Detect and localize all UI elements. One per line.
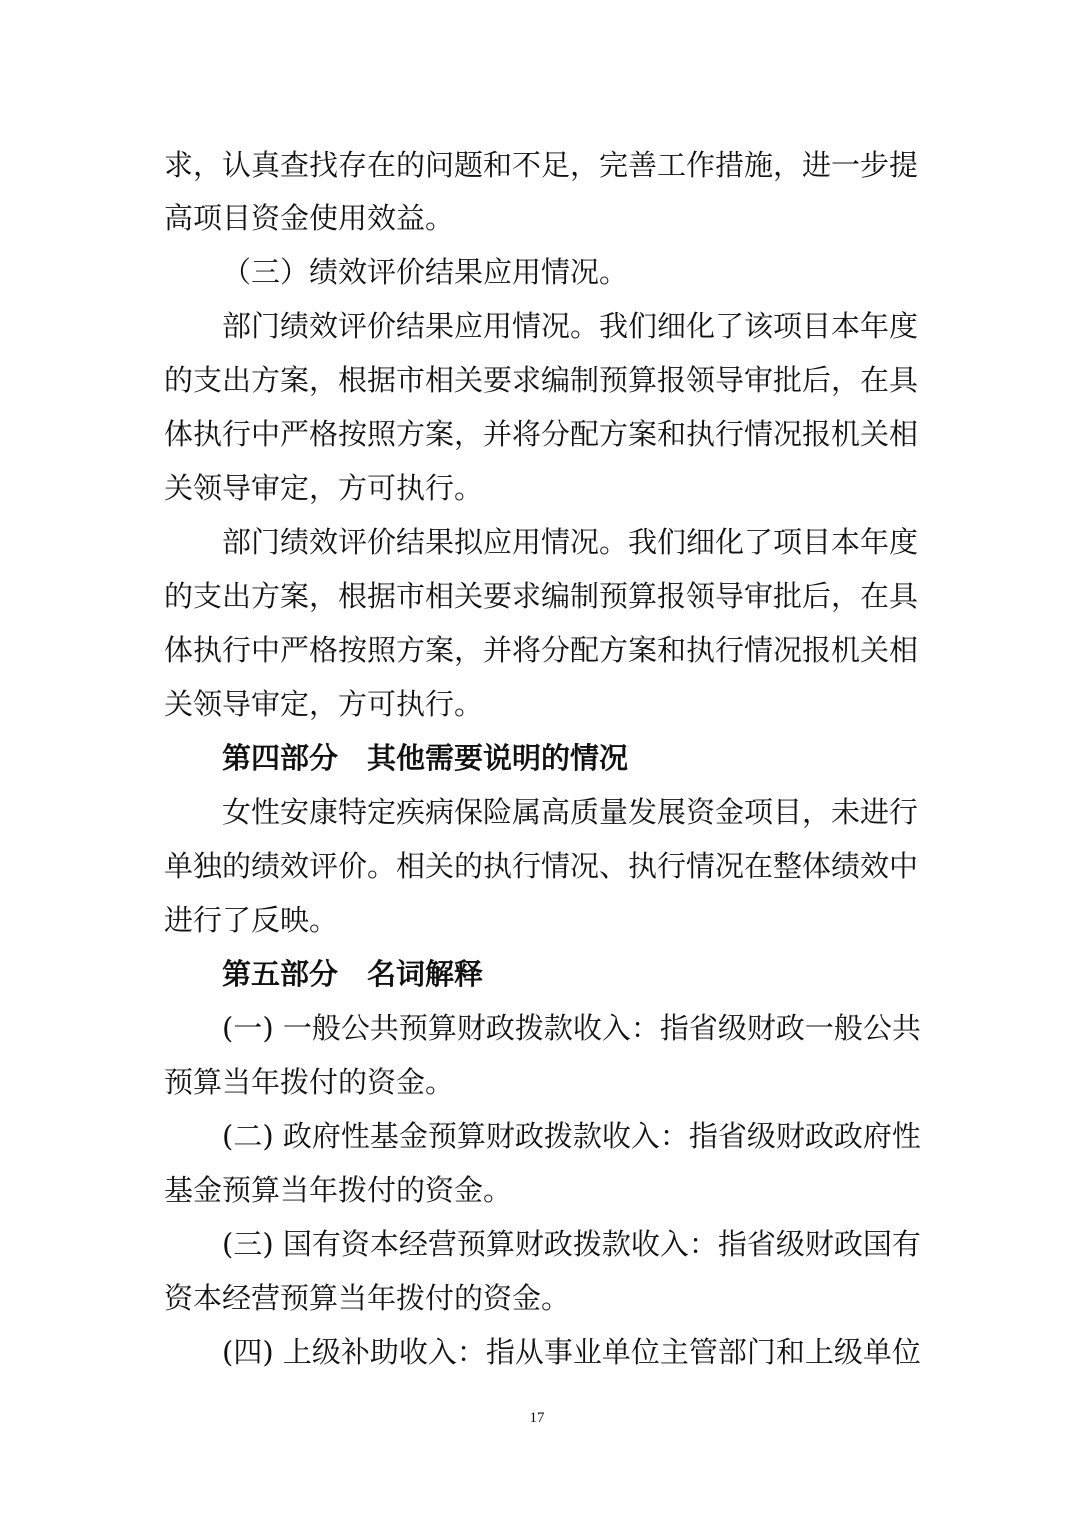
- part-four-heading: 第四部分 其他需要说明的情况: [222, 741, 629, 775]
- text-line: 体执行中严格按照方案，并将分配方案和执行情况报机关相: [164, 633, 919, 667]
- text-line: 的支出方案，根据市相关要求编制预算报领导审批后，在具: [164, 363, 919, 397]
- text-line: 部门绩效评价结果应用情况。我们细化了该项目本年度: [222, 309, 919, 343]
- part-five-heading: 第五部分 名词解释: [222, 957, 484, 991]
- text-line: 的支出方案，根据市相关要求编制预算报领导审批后，在具: [164, 579, 919, 613]
- text-line: 进行了反映。: [164, 903, 339, 937]
- page-number: 17: [529, 1410, 545, 1426]
- term-definition-line: 资本经营预算当年拨付的资金。: [164, 1281, 571, 1315]
- text-line: 高项目资金使用效益。: [164, 201, 455, 235]
- term-definition-line: (二) 政府性基金预算财政拨款收入：指省级财政政府性: [222, 1119, 921, 1153]
- term-definition-line: (三) 国有资本经营预算财政拨款收入：指省级财政国有: [222, 1227, 921, 1261]
- text-line: 部门绩效评价结果拟应用情况。我们细化了项目本年度: [222, 525, 919, 559]
- section-subheading: （三）绩效评价结果应用情况。: [222, 255, 629, 289]
- text-line: 求，认真查找存在的问题和不足，完善工作措施，进一步提: [164, 148, 919, 182]
- text-line: 女性安康特定疾病保险属高质量发展资金项目，未进行: [222, 795, 919, 829]
- text-line: 体执行中严格按照方案，并将分配方案和执行情况报机关相: [164, 417, 919, 451]
- text-line: 关领导审定，方可执行。: [164, 687, 484, 721]
- text-line: 单独的绩效评价。相关的执行情况、执行情况在整体绩效中: [164, 849, 919, 883]
- term-definition-line: (一) 一般公共预算财政拨款收入：指省级财政一般公共: [222, 1011, 921, 1045]
- text-line: 关领导审定，方可执行。: [164, 471, 484, 505]
- term-definition-line: (四) 上级补助收入：指从事业单位主管部门和上级单位: [222, 1335, 921, 1369]
- term-definition-line: 基金预算当年拨付的资金。: [164, 1173, 513, 1207]
- term-definition-line: 预算当年拨付的资金。: [164, 1065, 455, 1099]
